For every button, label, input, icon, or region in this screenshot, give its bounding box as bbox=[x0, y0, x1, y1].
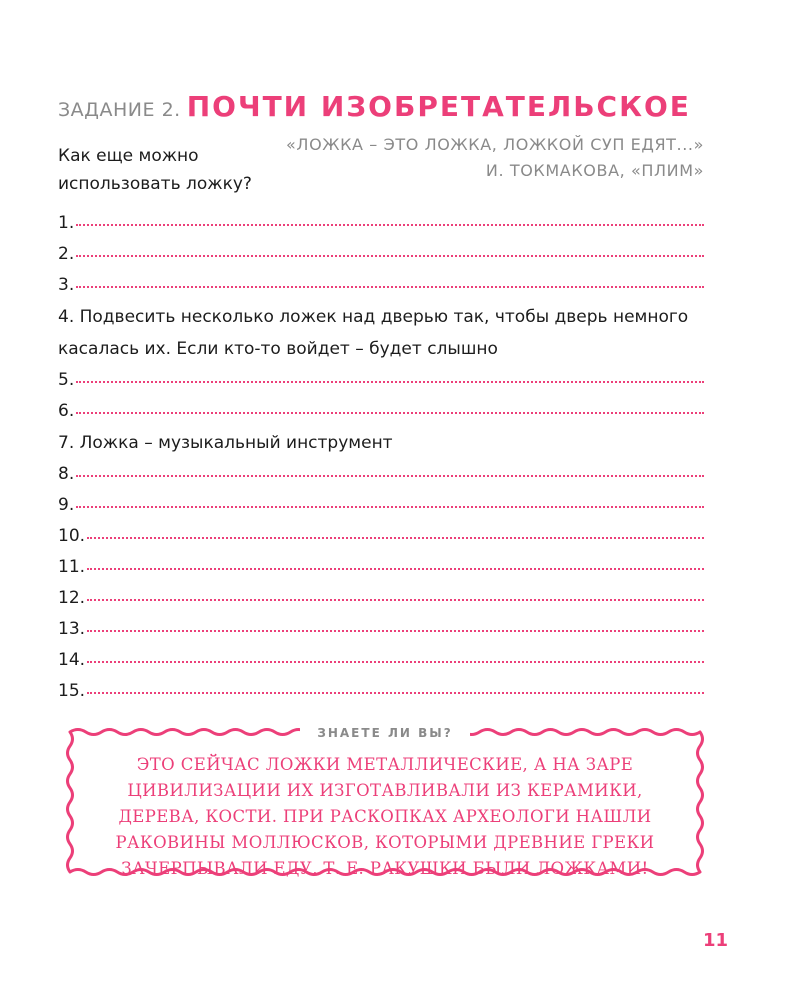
answer-line-15[interactable] bbox=[58, 676, 704, 707]
answer-line-14[interactable] bbox=[58, 645, 704, 676]
answer-line-1[interactable] bbox=[58, 208, 704, 239]
page-number: 11 bbox=[702, 930, 728, 951]
fact-line-3: ДЕРЕВА, КОСТИ. ПРИ РАСКОПКАХ АРХЕОЛОГИ НАШЛИ bbox=[118, 807, 652, 826]
answer-number: 12. bbox=[58, 588, 86, 608]
answer-line-13[interactable] bbox=[58, 614, 704, 645]
answer-line-8[interactable] bbox=[58, 459, 704, 490]
question bbox=[58, 142, 318, 198]
epigraph-author: И. ТОКМАКОВА, «ПЛИМ» bbox=[485, 161, 704, 180]
question-line-2: использовать ложку? bbox=[58, 174, 252, 194]
dotted-line bbox=[87, 568, 704, 570]
task-number: ЗАДАНИЕ 2. bbox=[58, 99, 181, 121]
dotted-line bbox=[87, 630, 704, 632]
dotted-line bbox=[76, 255, 704, 257]
answer-line-11[interactable] bbox=[58, 552, 704, 583]
answer-4-line-2: касалась их. Если кто-то войдет – будет слышно bbox=[58, 339, 498, 359]
dotted-line bbox=[87, 599, 704, 601]
answer-4-line-1: 4. Подвесить несколько ложек над дверью так, чтобы дверь немного bbox=[58, 307, 689, 327]
answer-number: 13. bbox=[58, 619, 86, 639]
task-heading bbox=[58, 90, 691, 123]
answer-line-10[interactable] bbox=[58, 521, 704, 552]
task-title: ПОЧТИ ИЗОБРЕТАТЕЛЬСКОЕ bbox=[186, 90, 691, 123]
fact-text bbox=[96, 752, 674, 882]
dotted-line bbox=[76, 506, 704, 508]
answer-line-5[interactable] bbox=[58, 365, 704, 396]
dotted-line bbox=[76, 475, 704, 477]
answer-number: 2. bbox=[58, 244, 75, 264]
answer-line-12[interactable] bbox=[58, 583, 704, 614]
answer-number: 6. bbox=[58, 401, 75, 421]
dotted-line bbox=[76, 224, 704, 226]
answer-number: 14. bbox=[58, 650, 86, 670]
answer-number: 15. bbox=[58, 681, 86, 701]
dotted-line bbox=[76, 286, 704, 288]
dotted-line bbox=[76, 412, 704, 414]
answer-number: 1. bbox=[58, 213, 75, 233]
fact-line-1: ЭТО СЕЙЧАС ЛОЖКИ МЕТАЛЛИЧЕСКИЕ, А НА ЗАРЕ bbox=[136, 755, 634, 774]
answer-7: 7. Ложка – музыкальный инструмент bbox=[58, 433, 393, 453]
answer-line-3[interactable] bbox=[58, 270, 704, 301]
dotted-line bbox=[87, 661, 704, 663]
answer-line-2[interactable] bbox=[58, 239, 704, 270]
dotted-line bbox=[87, 692, 704, 694]
did-you-know-box bbox=[60, 722, 710, 882]
fact-line-4: РАКОВИНЫ МОЛЛЮСКОВ, КОТОРЫМИ ДРЕВНИЕ ГРЕКИ bbox=[115, 833, 655, 852]
answer-list bbox=[58, 208, 704, 707]
fact-line-2: ЦИВИЛИЗАЦИИ ИХ ИЗГОТАВЛИВАЛИ ИЗ КЕРАМИКИ, bbox=[127, 781, 643, 800]
dotted-line bbox=[76, 381, 704, 383]
dotted-line bbox=[87, 537, 704, 539]
epigraph-quote: «ЛОЖКА – ЭТО ЛОЖКА, ЛОЖКОЙ СУП ЕДЯТ...» bbox=[286, 135, 704, 154]
answer-number: 5. bbox=[58, 370, 75, 390]
epigraph bbox=[286, 132, 704, 184]
answer-line-6[interactable] bbox=[58, 396, 704, 427]
fact-title: ЗНАЕТЕ ЛИ ВЫ? bbox=[317, 726, 453, 740]
answer-number: 11. bbox=[58, 557, 86, 577]
answer-number: 3. bbox=[58, 275, 75, 295]
answer-line-9[interactable] bbox=[58, 490, 704, 521]
answer-number: 10. bbox=[58, 526, 86, 546]
answer-number: 9. bbox=[58, 495, 75, 515]
answer-number: 8. bbox=[58, 464, 75, 484]
question-line-1: Как еще можно bbox=[58, 146, 199, 166]
fact-line-5: ЗАЧЕРПЫВАЛИ ЕДУ, Т. Е. РАКУШКИ БЫЛИ ЛОЖКАМИ! bbox=[121, 859, 649, 878]
